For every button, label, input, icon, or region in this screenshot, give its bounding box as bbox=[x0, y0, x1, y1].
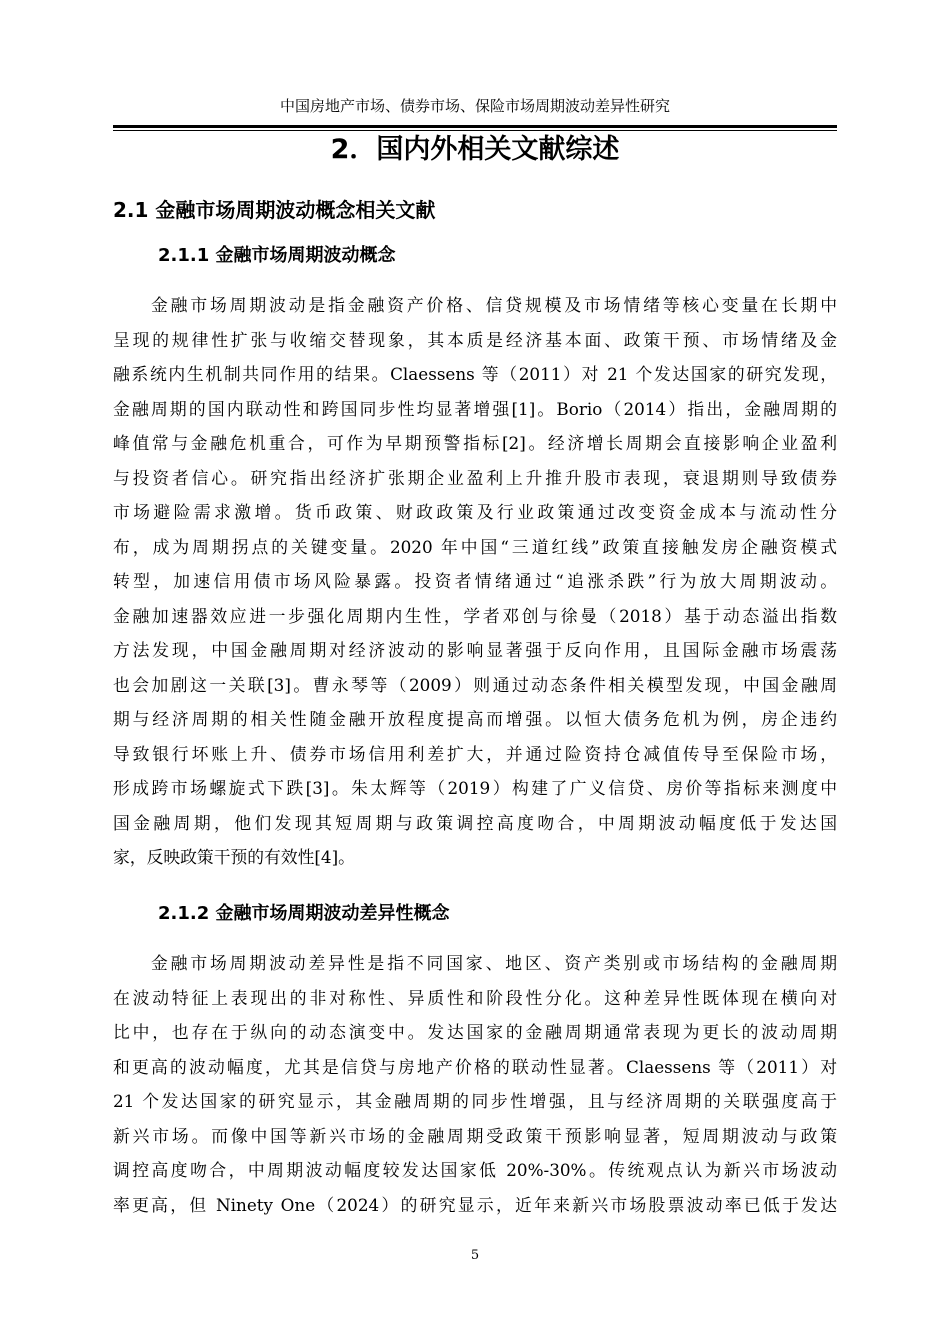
paragraph-2-1-2 bbox=[113, 946, 837, 1222]
paragraph-line: 融系统内生机制共同作用的结果。Claessens 等（2011）对 21 个发达国家的研究发现， bbox=[113, 364, 837, 384]
paragraph-line: 家，反映政策干预的有效性[4]。 bbox=[113, 847, 355, 867]
paragraph-line: 方法发现，中国金融周期对经济波动的影响显著强于反向作用，且国际金融市场震荡 bbox=[113, 640, 837, 660]
paragraph-line: 金融市场周期波动是指金融资产价格、信贷规模及市场情绪等核心变量在长期中 bbox=[151, 295, 837, 315]
section-title: 2.1 金融市场周期波动概念相关文献 bbox=[113, 198, 436, 222]
paragraph-line: 呈现的规律性扩张与收缩交替现象，其本质是经济基本面、政策干预、市场情绪及金 bbox=[113, 329, 837, 350]
paragraph-line: 导致银行坏账上升、债券市场信用利差扩大，并通过险资持仓减值传导至保险市场， bbox=[113, 743, 837, 764]
paragraph-line: 和更高的波动幅度，尤其是信贷与房地产价格的联动性显著。Claessens 等（2011）对 bbox=[113, 1056, 837, 1077]
paragraph-line: 金融周期的国内联动性和跨国同步性均显著增强[1]。Borio（2014）指出，金融周期的 bbox=[113, 398, 837, 419]
running-header: 中国房地产市场、债券市场、保险市场周期波动差异性研究 bbox=[279, 97, 670, 115]
paragraph-line: 与投资者信心。研究指出经济扩张期企业盈利上升推升股市表现，衰退期则导致债券 bbox=[113, 467, 837, 488]
paragraph-line: 形成跨市场螺旋式下跌[3]。朱太辉等（2019）构建了广义信贷、房价等指标来测度中 bbox=[113, 778, 837, 798]
paragraph-line: 国金融周期，他们发现其短周期与政策调控高度吻合，中周期波动幅度低于发达国 bbox=[113, 812, 837, 833]
paragraph-line: 在波动特征上表现出的非对称性、异质性和阶段性分化。这种差异性既体现在横向对 bbox=[113, 987, 837, 1008]
header-rule-thick bbox=[113, 125, 837, 128]
paragraph-line: 率更高，但 Ninety One（2024）的研究显示，近年来新兴市场股票波动率已低于发达 bbox=[113, 1194, 837, 1215]
paragraph-2-1-1 bbox=[113, 288, 837, 875]
paragraph-line: 峰值常与金融危机重合，可作为早期预警指标[2]。经济增长周期会直接影响企业盈利 bbox=[113, 433, 837, 453]
paragraph-line: 转型，加速信用债市场风险暴露。投资者情绪通过“追涨杀跌”行为放大周期波动。 bbox=[113, 571, 837, 591]
paragraph-line: 调控高度吻合，中周期波动幅度较发达国家低 20%-30%。传统观点认为新兴市场波动 bbox=[113, 1160, 837, 1180]
paragraph-line: 21 个发达国家的研究显示，其金融周期的同步性增强，且与经济周期的关联强度高于 bbox=[113, 1091, 837, 1111]
paragraph-line: 新兴市场。而像中国等新兴市场的金融周期受政策干预影响显著，短周期波动与政策 bbox=[113, 1125, 837, 1146]
paragraph-line: 金融加速器效应进一步强化周期内生性，学者邓创与徐曼（2018）基于动态溢出指数 bbox=[113, 605, 837, 626]
paragraph-line: 期与经济周期的相关性随金融开放程度提高而增强。以恒大债务危机为例，房企违约 bbox=[113, 709, 837, 729]
paragraph-line: 布，成为周期拐点的关键变量。2020 年中国“三道红线”政策直接触发房企融资模式 bbox=[113, 536, 837, 557]
chapter-title: 2．国内外相关文献综述 bbox=[330, 134, 620, 165]
subsection-title-2-1-1: 2.1.1 金融市场周期波动概念 bbox=[158, 245, 396, 266]
paragraph-line: 比中，也存在于纵向的动态演变中。发达国家的金融周期通常表现为更长的波动周期 bbox=[113, 1022, 837, 1042]
paragraph-line: 市场避险需求激增。货币政策、财政政策及行业政策通过改变资金成本与流动性分 bbox=[113, 502, 837, 522]
paragraph-line: 也会加剧这一关联[3]。曹永琴等（2009）则通过动态条件相关模型发现，中国金融周 bbox=[113, 674, 837, 695]
page-number: 5 bbox=[470, 1248, 480, 1263]
subsection-title-2-1-2: 2.1.2 金融市场周期波动差异性概念 bbox=[158, 903, 450, 924]
paragraph-line: 金融市场周期波动差异性是指不同国家、地区、资产类别或市场结构的金融周期 bbox=[151, 953, 837, 973]
